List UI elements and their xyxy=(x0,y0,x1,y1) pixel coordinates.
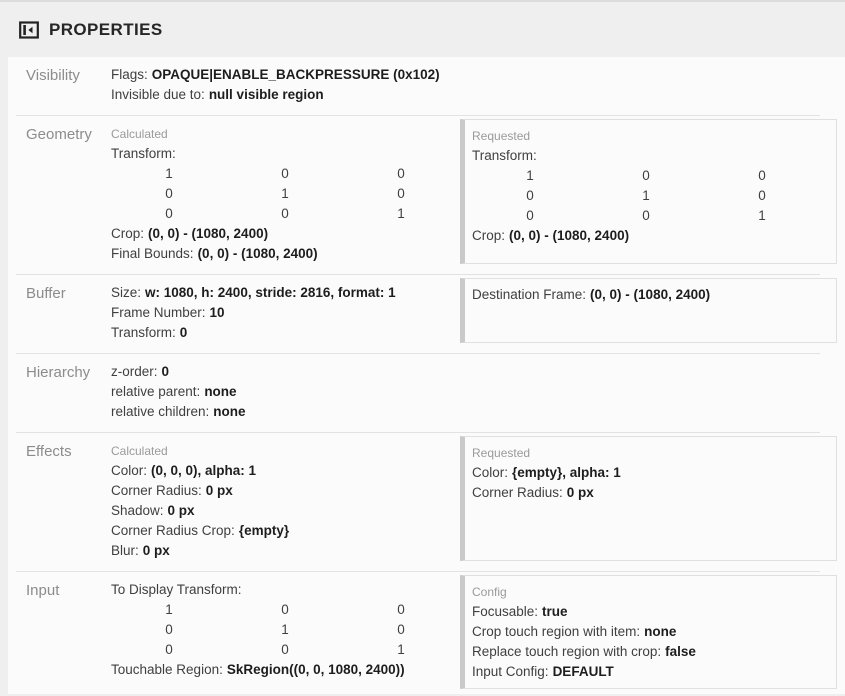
buffer-left-group xyxy=(111,278,460,343)
section-label-buffer: Buffer xyxy=(26,285,66,302)
section-effects xyxy=(8,433,845,571)
to-display-transform-matrix: 1 0 0 0 1 0 0 0 1 xyxy=(165,602,405,657)
invisible-due-to-row: Invisible due to: null visible region xyxy=(111,87,324,102)
shadow-row: Shadow: 0 px xyxy=(111,503,195,518)
replace-touch-region-row: Replace touch region with crop: false xyxy=(472,644,696,659)
section-label-visibility: Visibility xyxy=(26,67,80,84)
input-config-row: Input Config: DEFAULT xyxy=(472,664,614,679)
page-title: PROPERTIES xyxy=(49,19,163,39)
geometry-requested-panel xyxy=(460,119,837,264)
group-heading-requested: Requested xyxy=(472,129,531,143)
section-geometry xyxy=(8,116,845,274)
corner-radius-crop-row: Corner Radius Crop: {empty} xyxy=(111,523,290,538)
final-bounds-row: Final Bounds: (0, 0) - (1080, 2400) xyxy=(111,246,318,261)
properties-card xyxy=(8,57,845,694)
transform-label: Transform: xyxy=(472,148,537,163)
input-left-group xyxy=(111,575,460,689)
group-heading-calculated: Calculated xyxy=(111,444,168,458)
destination-frame-row: Destination Frame: (0, 0) - (1080, 2400) xyxy=(472,287,711,302)
input-config-panel xyxy=(460,575,837,689)
properties-header xyxy=(0,2,845,57)
flags-row: Flags: OPAQUE|ENABLE_BACKPRESSURE (0x102) xyxy=(111,67,440,82)
blur-row: Blur: 0 px xyxy=(111,543,170,558)
relative-parent-row: relative parent: none xyxy=(111,384,237,399)
size-row: Size: w: 1080, h: 2400, stride: 2816, format: 1 xyxy=(111,285,396,300)
collapse-panel-button[interactable] xyxy=(17,18,41,42)
group-heading-calculated: Calculated xyxy=(111,127,168,141)
transform-row: Transform: 0 xyxy=(111,325,188,340)
crop-touch-region-row: Crop touch region with item: none xyxy=(472,624,677,639)
transform-label: Transform: xyxy=(111,146,176,161)
effects-requested-panel xyxy=(460,436,837,561)
to-display-transform-label: To Display Transform: xyxy=(111,582,242,597)
section-label-hierarchy: Hierarchy xyxy=(26,364,91,381)
crop-row: Crop: (0, 0) - (1080, 2400) xyxy=(472,228,630,243)
section-visibility xyxy=(8,57,845,115)
section-label-effects: Effects xyxy=(26,443,72,460)
focusable-row: Focusable: true xyxy=(472,604,568,619)
z-order-row: z-order: 0 xyxy=(111,364,170,379)
group-heading-requested: Requested xyxy=(472,446,531,460)
frame-number-row: Frame Number: 10 xyxy=(111,305,225,320)
effects-calculated-group xyxy=(111,436,460,561)
crop-row: Crop: (0, 0) - (1080, 2400) xyxy=(111,226,269,241)
touchable-region-row: Touchable Region: SkRegion((0, 0, 1080, 2400)) xyxy=(111,662,405,677)
section-buffer xyxy=(8,275,845,353)
color-row: Color: {empty}, alpha: 1 xyxy=(472,465,621,480)
section-hierarchy xyxy=(8,354,845,432)
section-label-geometry: Geometry xyxy=(26,126,92,143)
relative-children-row: relative children: none xyxy=(111,404,246,419)
transform-matrix: 1 0 0 0 1 0 0 0 1 xyxy=(165,166,405,221)
buffer-destination-panel xyxy=(460,278,837,343)
color-row: Color: (0, 0, 0), alpha: 1 xyxy=(111,463,257,478)
group-heading-config: Config xyxy=(472,585,507,599)
geometry-calculated-group xyxy=(111,119,460,264)
corner-radius-row: Corner Radius: 0 px xyxy=(111,483,233,498)
transform-matrix: 1 0 0 0 1 0 0 0 1 xyxy=(526,168,766,223)
section-label-input: Input xyxy=(26,582,60,599)
corner-radius-row: Corner Radius: 0 px xyxy=(472,485,594,500)
panel-collapse-left-icon xyxy=(17,18,41,42)
section-input xyxy=(8,572,845,694)
